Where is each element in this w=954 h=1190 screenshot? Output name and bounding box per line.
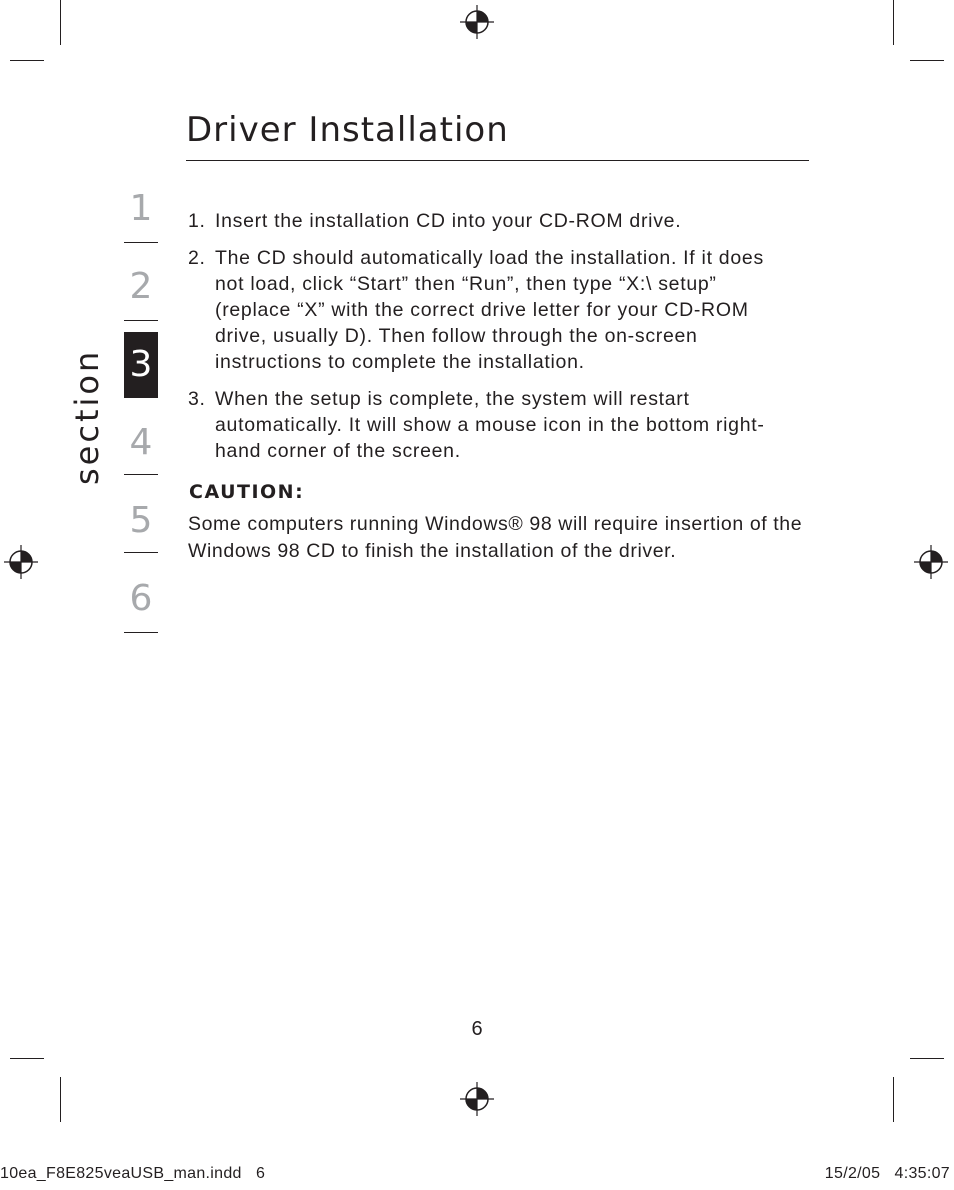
caution-heading: CAUTION: [189,481,305,503]
section-tab-2: 2 [129,266,153,307]
section-tab-5: 5 [129,500,153,541]
step-text: When the setup is complete, the system will restart automatically. It will show a mouse icon in the bottom right-hand corner of the screen. [215,388,765,462]
installation-steps [188,208,798,475]
list-item [188,386,798,464]
section-tab-6: 6 [129,578,153,619]
crop-mark-bottom-left-h [10,1058,44,1059]
section-label: section [68,348,106,485]
page-title: Driver Installation [186,110,509,150]
caution-text: Some computers running Windows® 98 will require insertion of the Windows 98 CD to finish the installation of the driver. [188,513,803,562]
crop-mark-top-right [893,0,894,45]
title-rule [186,160,809,161]
step-text: Insert the installation CD into your CD-ROM drive. [215,210,682,232]
crop-mark-bottom-right [893,1077,894,1122]
slug-filename: 10ea_F8E825veaUSB_man.indd 6 [0,1165,266,1182]
crop-mark-top-left-h [10,60,44,61]
section-tab-1: 1 [129,188,153,229]
tab-divider [124,552,158,553]
tab-divider [124,632,158,633]
page-number: 6 [471,1018,483,1040]
registration-mark-icon [460,5,494,39]
step-number: 3. [188,388,206,410]
registration-mark-icon [4,545,38,579]
crop-mark-top-left [60,0,61,45]
slug-timestamp: 15/2/05 4:35:07 [824,1165,950,1182]
list-item [188,208,798,234]
crop-mark-bottom-right-h [910,1058,944,1059]
step-number: 1. [188,210,206,232]
registration-mark-icon [460,1082,494,1116]
section-tab-3-active: 3 [124,332,158,398]
tab-divider [124,242,158,243]
step-text: The CD should automatically load the installation. If it does not load, click “Start” then “Run”, then type “X:\ setup” (replace “X” with the correct drive letter for your CD-ROM drive, usually D). Then follow through the on-screen instructions to complete the installation. [215,247,764,373]
crop-mark-bottom-left [60,1077,61,1122]
tab-divider [124,320,158,321]
tab-divider [124,474,158,475]
list-item [188,245,798,375]
crop-mark-top-right-h [910,60,944,61]
section-tab-4: 4 [129,422,153,463]
registration-mark-icon [914,545,948,579]
step-number: 2. [188,247,206,269]
